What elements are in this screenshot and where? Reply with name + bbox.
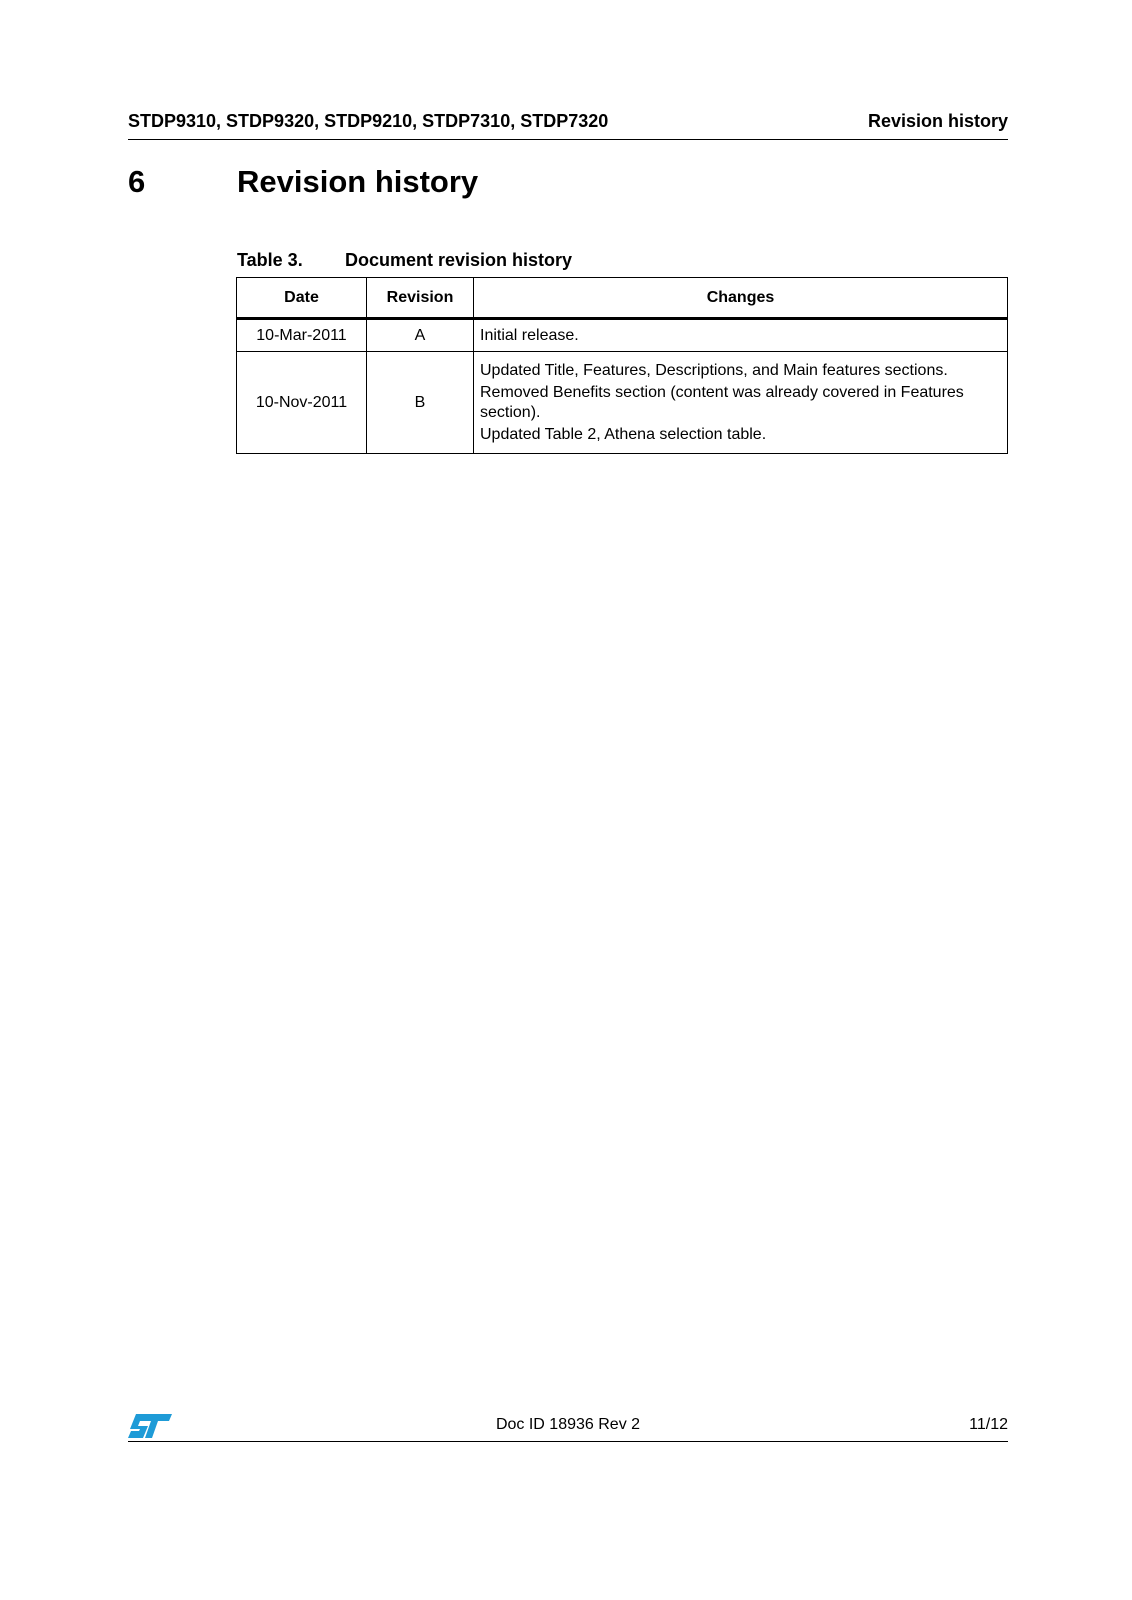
cell-changes (474, 352, 1008, 454)
table-title: Document revision history (345, 250, 573, 270)
change-item: Updated Table 2, Athena selection table. (480, 425, 767, 443)
change-item: Removed Benefits section (content was already covered in Features section). (480, 383, 964, 421)
table-row (237, 319, 1008, 352)
footer-page-number: 11/12 (969, 1416, 1008, 1433)
column-header-changes: Changes (474, 278, 1008, 319)
column-header-revision: Revision (367, 278, 474, 319)
table-row (237, 352, 1008, 454)
change-item: Initial release. (480, 326, 579, 344)
cell-changes (474, 319, 1008, 352)
cell-revision: B (367, 352, 474, 454)
footer-doc-id: Doc ID 18936 Rev 2 (495, 1416, 641, 1433)
column-header-date: Date (237, 278, 367, 319)
table-label: Table 3. (237, 250, 303, 270)
section-title: Revision history (237, 164, 479, 199)
page-footer (128, 1412, 1008, 1442)
section-number: 6 (128, 164, 146, 199)
table-header-row (237, 278, 1008, 319)
cell-revision: A (367, 319, 474, 352)
cell-date: 10-Nov-2011 (237, 352, 367, 454)
header-product-list: STDP9310, STDP9320, STDP9210, STDP7310, STDP7320 (128, 111, 609, 131)
change-item: Updated Title, Features, Descriptions, and Main features sections. (480, 361, 948, 379)
header-section-name: Revision history (867, 111, 1008, 131)
revision-table (236, 277, 1008, 454)
cell-date: 10-Mar-2011 (237, 319, 367, 352)
page-header (128, 108, 1008, 140)
